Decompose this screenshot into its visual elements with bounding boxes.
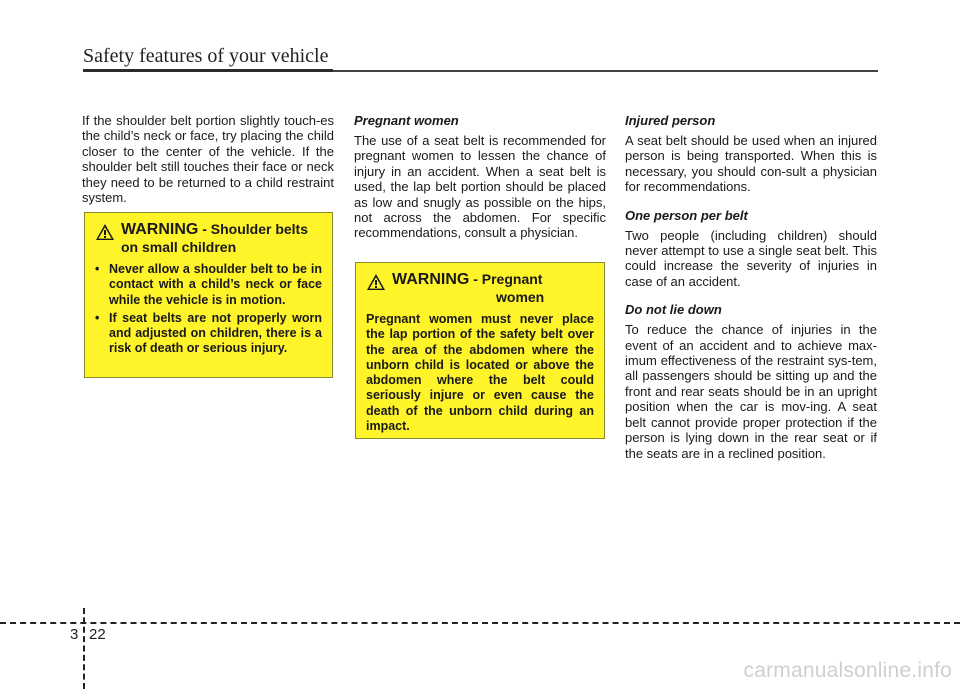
warning-box-pregnant-women bbox=[355, 262, 605, 439]
warning-subtitle-b: on small children bbox=[121, 239, 237, 255]
footer-rule bbox=[0, 622, 960, 624]
warning-triangle-icon bbox=[95, 223, 115, 241]
warning-triangle-icon bbox=[366, 273, 386, 291]
column-3 bbox=[625, 113, 877, 461]
warning-paragraph: Pregnant women must never place the lap portion of the safety belt over the area of the abdomen where the unborn child is located or above the abdomen where the belt could seriously injure or even cause the death of the unborn child during an impact. bbox=[366, 312, 594, 434]
subheading-pregnant-women: Pregnant women bbox=[354, 113, 459, 128]
intro-paragraph: If the shoulder belt portion slightly touch-es the child’s neck or face, try placing the child closer to the center of the vehicle. If the shoulder belt still touches their face or neck they need to be returned to a child restraint system. bbox=[82, 113, 334, 206]
watermark: carmanualsonline.info bbox=[743, 659, 952, 682]
warning-subtitle-a: - Pregnant bbox=[469, 271, 543, 287]
injured-person-paragraph: A seat belt should be used when an injured person is being transported. When this is necessary, you should con-sult a physician for recommendations. bbox=[625, 133, 877, 195]
warning-subtitle-a: - Shoulder belts bbox=[198, 221, 309, 237]
list-item: • If seat belts are not properly worn and adjusted on children, there is a risk of death or serious injury. bbox=[95, 310, 322, 356]
column-1 bbox=[82, 113, 334, 205]
warning-subtitle-b: women bbox=[496, 289, 545, 305]
subheading-do-not-lie-down: Do not lie down bbox=[625, 302, 722, 318]
header-title: Safety features of your vehicle bbox=[83, 45, 329, 67]
page-number: 22 bbox=[89, 626, 106, 643]
list-item: • Never allow a shoulder belt to be in contact with a child’s neck or face while the vehicle is in motion. bbox=[95, 262, 322, 307]
warning-box-shoulder-belts bbox=[84, 212, 333, 378]
warning-list bbox=[95, 262, 322, 357]
one-person-per-belt-paragraph: Two people (including children) should never attempt to use a single seat belt. This could increase the severity of injuries in case of an accident. bbox=[625, 227, 877, 289]
subheading-one-person-per-belt: One person per belt bbox=[625, 207, 748, 223]
warning-header bbox=[366, 271, 594, 306]
header-rule-thin bbox=[333, 70, 878, 72]
pregnant-women-paragraph: The use of a seat belt is recommended for pregnant women to lessen the chance of injury in an accident. When a seat belt is used, the lap belt portion should be placed as low and snugly as possible on the hips, not across the abdomen. For specific recommendations, consult a physician. bbox=[354, 133, 606, 241]
warning-word: WARNING bbox=[121, 221, 199, 238]
subheading-injured-person: Injured person bbox=[625, 113, 716, 128]
header-rule-thick bbox=[83, 69, 333, 72]
warning-word: WARNING bbox=[392, 271, 470, 288]
footer-divider bbox=[83, 608, 85, 689]
warning-header bbox=[95, 221, 322, 256]
do-not-lie-down-paragraph: To reduce the chance of injuries in the event of an accident and to achieve max-imum effectiveness of the restraint sys-tem, all passengers should be sitting up and the front and rear seats should be in an upright position when the car is mov-ing. A seat belt cannot provide proper protection if the person is lying down in the rear seat or if the seats are in a reclined position. bbox=[625, 322, 877, 461]
section-number: 3 bbox=[70, 626, 79, 643]
column-2 bbox=[354, 113, 606, 241]
